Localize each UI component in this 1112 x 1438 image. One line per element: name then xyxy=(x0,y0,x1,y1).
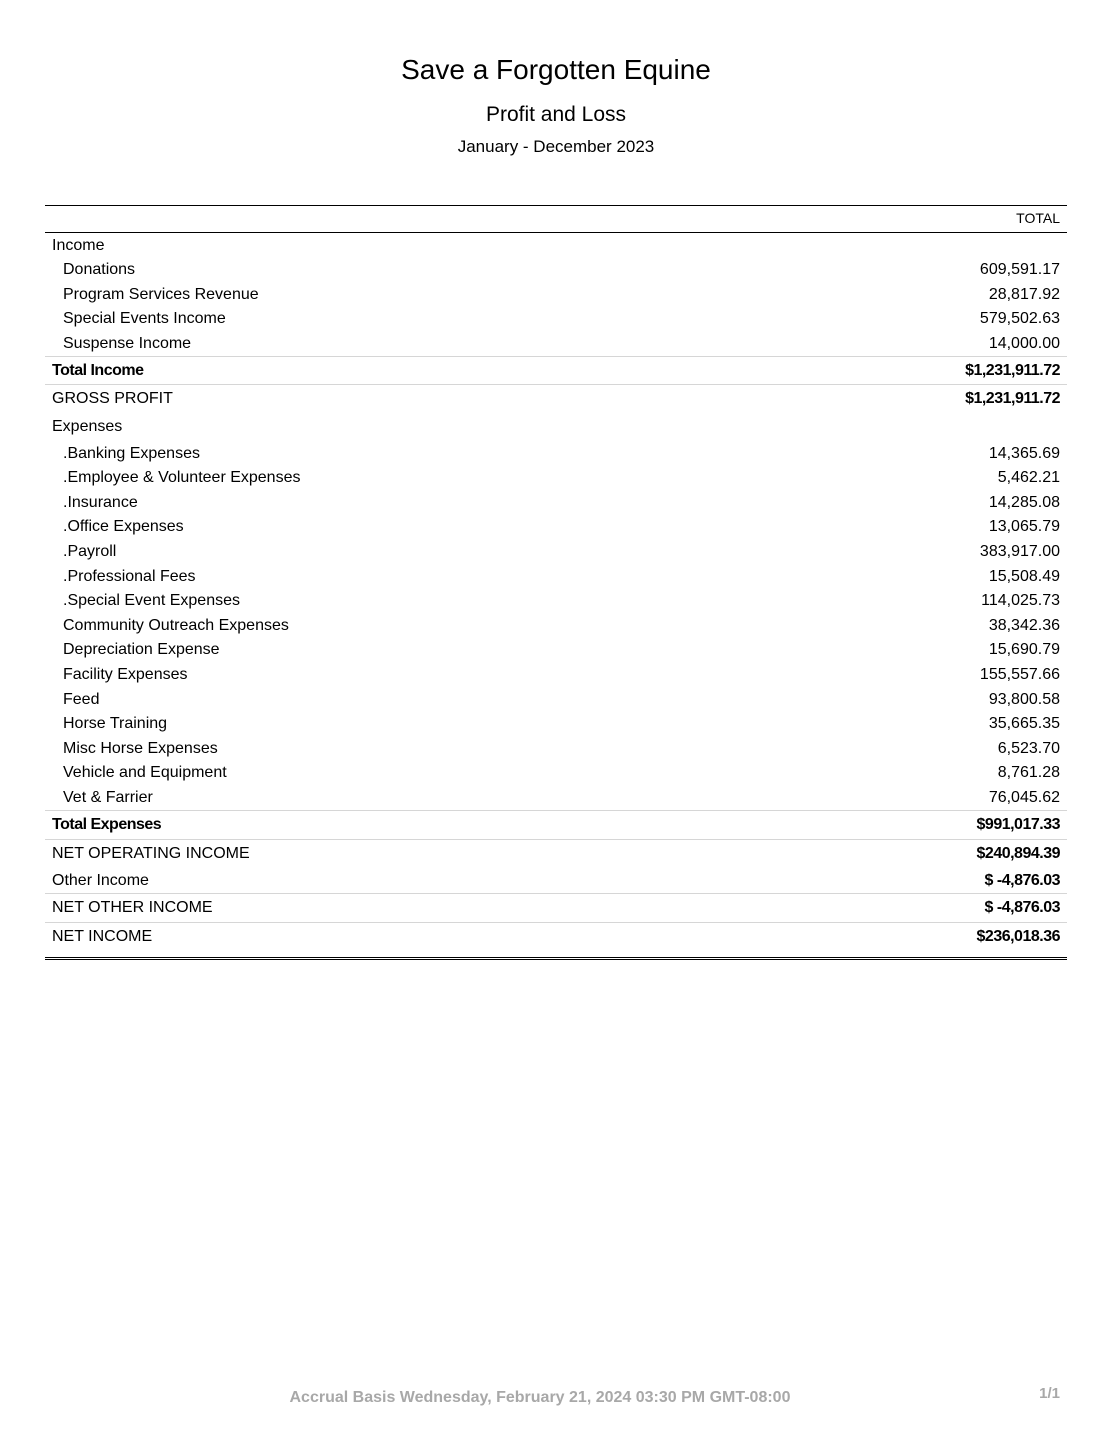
line-item-amount: 6,523.70 xyxy=(997,739,1060,757)
line-item-label: Special Events Income xyxy=(63,310,226,328)
income-label: Income xyxy=(52,237,105,254)
net-income-amount: $236,018.36 xyxy=(976,928,1060,946)
line-item-label: Facility Expenses xyxy=(63,666,188,684)
expense-row xyxy=(45,687,1067,712)
expense-row xyxy=(45,515,1067,540)
expenses-section-heading xyxy=(45,413,1067,441)
line-item-amount: 114,025.73 xyxy=(981,592,1060,610)
line-item-label: Program Services Revenue xyxy=(63,285,259,303)
gross-profit-row xyxy=(45,384,1067,413)
line-item-amount: 5,462.21 xyxy=(997,469,1060,487)
line-item-amount: 35,665.35 xyxy=(988,715,1060,733)
income-row xyxy=(45,283,1067,308)
company-name: Save a Forgotten Equine xyxy=(401,54,711,85)
total-income-row xyxy=(45,356,1067,384)
line-item-label: .Insurance xyxy=(63,493,138,511)
expense-row xyxy=(45,663,1067,688)
expense-row xyxy=(45,466,1067,491)
line-item-label: Misc Horse Expenses xyxy=(63,739,218,757)
line-item-amount: 8,761.28 xyxy=(997,764,1060,782)
line-item-amount: 579,502.63 xyxy=(979,310,1060,328)
line-item-amount: 155,557.66 xyxy=(979,666,1060,684)
expense-row xyxy=(45,589,1067,614)
net-operating-income-label: NET OPERATING INCOME xyxy=(52,845,250,863)
column-header-row xyxy=(45,205,1067,233)
line-item-amount: 13,065.79 xyxy=(988,518,1060,536)
expense-row xyxy=(45,737,1067,762)
expenses-label: Expenses xyxy=(52,418,123,436)
total-column-header: TOTAL xyxy=(1016,210,1060,226)
line-item-amount: 93,800.58 xyxy=(988,690,1060,708)
net-other-income-label: NET OTHER INCOME xyxy=(52,899,213,917)
other-income-label: Other Income xyxy=(52,871,149,889)
line-item-label: .Office Expenses xyxy=(63,518,184,536)
line-item-label: .Professional Fees xyxy=(63,567,196,585)
income-row xyxy=(45,258,1067,283)
income-row xyxy=(45,307,1067,332)
line-item-label: .Payroll xyxy=(63,543,117,561)
total-income-label: Total Income xyxy=(52,361,144,379)
report-title: Profit and Loss xyxy=(485,103,627,126)
expense-row xyxy=(45,491,1067,516)
total-income-amount: $1,231,911.72 xyxy=(965,361,1060,379)
line-item-label: .Employee & Volunteer Expenses xyxy=(63,469,301,487)
line-item-amount: 14,000.00 xyxy=(988,335,1060,353)
line-item-amount: 28,817.92 xyxy=(988,285,1060,303)
income-row xyxy=(45,332,1067,357)
income-section-heading xyxy=(45,234,1067,258)
profit-loss-table xyxy=(45,205,1067,960)
gross-profit-label: GROSS PROFIT xyxy=(52,390,173,408)
total-expenses-label: Total Expenses xyxy=(52,816,162,834)
gross-profit-amount: $1,231,911.72 xyxy=(965,390,1060,408)
page-number: 1/1 xyxy=(1039,1385,1060,1402)
line-item-amount: 76,045.62 xyxy=(988,788,1060,806)
net-income-row xyxy=(45,922,1067,951)
line-item-amount: 38,342.36 xyxy=(988,616,1060,634)
line-item-amount: 14,285.08 xyxy=(988,493,1060,511)
line-item-amount: 15,690.79 xyxy=(988,641,1060,659)
net-operating-income-amount: $240,894.39 xyxy=(976,845,1060,863)
line-item-amount: 383,917.00 xyxy=(979,543,1060,561)
other-income-row xyxy=(45,868,1067,893)
expense-row xyxy=(45,441,1067,466)
line-item-amount: 14,365.69 xyxy=(988,444,1060,462)
other-income-amount: $ -4,876.03 xyxy=(984,871,1060,889)
report-footer: Accrual Basis Wednesday, February 21, 2024 03:30 PM GMT-08:00 xyxy=(289,1389,791,1406)
line-item-label: Donations xyxy=(63,261,136,279)
net-operating-income-row xyxy=(45,839,1067,868)
net-other-income-amount: $ -4,876.03 xyxy=(984,899,1060,917)
net-income-label: NET INCOME xyxy=(52,928,153,946)
expense-row xyxy=(45,761,1067,786)
net-other-income-row xyxy=(45,893,1067,922)
total-expenses-row xyxy=(45,810,1067,839)
line-item-label: Vet & Farrier xyxy=(63,788,153,806)
line-item-label: Depreciation Expense xyxy=(63,641,220,659)
expense-row xyxy=(45,638,1067,663)
expense-row xyxy=(45,540,1067,565)
expense-row xyxy=(45,712,1067,737)
expense-row xyxy=(45,564,1067,589)
line-item-label: Community Outreach Expenses xyxy=(63,616,289,634)
line-item-amount: 609,591.17 xyxy=(979,261,1060,279)
line-item-label: Suspense Income xyxy=(63,335,192,353)
expense-row xyxy=(45,614,1067,639)
report-period: January - December 2023 xyxy=(457,137,655,156)
line-item-label: Vehicle and Equipment xyxy=(63,764,227,782)
total-expenses-amount: $991,017.33 xyxy=(976,816,1060,834)
double-underline-divider xyxy=(45,957,1067,960)
line-item-amount: 15,508.49 xyxy=(988,567,1060,585)
line-item-label: Feed xyxy=(63,690,100,708)
line-item-label: .Special Event Expenses xyxy=(63,592,240,610)
expense-row xyxy=(45,786,1067,811)
line-item-label: Horse Training xyxy=(63,715,168,733)
line-item-label: .Banking Expenses xyxy=(63,444,200,462)
